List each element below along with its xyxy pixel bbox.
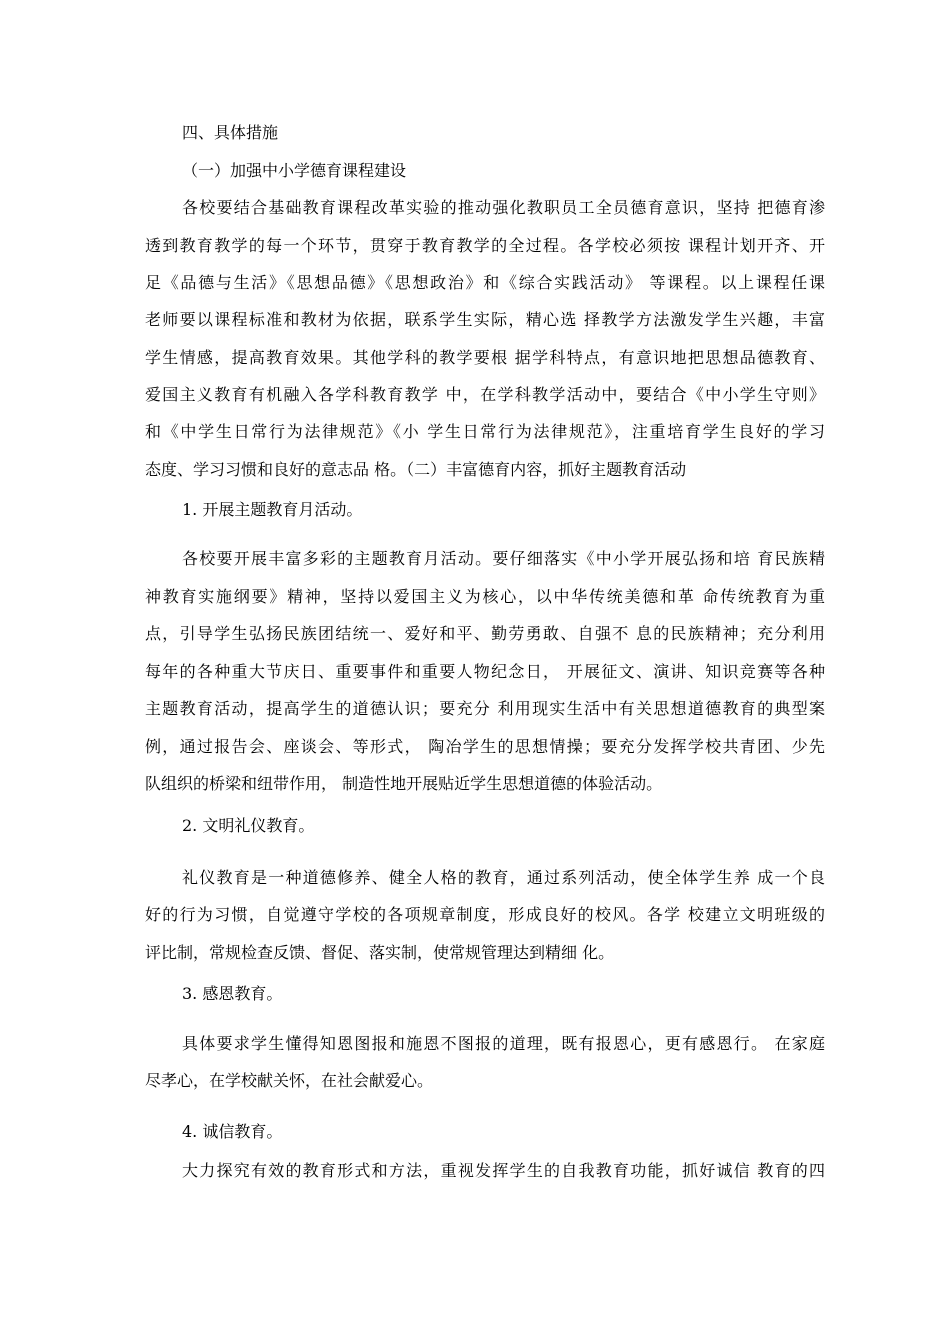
paragraph-4-line-2: 尽孝心，在学校献关怀，在社会献爱心。: [145, 1071, 434, 1090]
paragraph-2-line-2: 神教育实施纲要》精神，坚持以爱国主义为核心，以中华传统美德和革 命传统教育为重: [145, 587, 825, 606]
paragraph-4-line-1: 具体要求学生懂得知恩图报和施恩不图报的道理，既有报恩心，更有感恩行。 在家庭: [182, 1034, 825, 1053]
item-3-title: 3. 感恩教育。: [182, 984, 283, 1003]
paragraph-3-line-2: 好的行为习惯，自觉遵守学校的各项规章制度，形成良好的校风。各学 校建立文明班级的: [145, 905, 825, 924]
paragraph-2-line-1: 各校要开展丰富多彩的主题教育月活动。要仔细落实《中小学开展弘扬和培 育民族精: [182, 549, 825, 568]
item-2-title: 2. 文明礼仪教育。: [182, 816, 315, 835]
subsection-heading-1: （一）加强中小学德育课程建设: [182, 161, 407, 180]
item-4-title: 4. 诚信教育。: [182, 1122, 283, 1141]
paragraph-2-line-7: 队组织的桥梁和纽带作用， 制造性地开展贴近学生思想道德的体验活动。: [145, 774, 663, 793]
section-heading: 四、具体措施: [182, 123, 279, 142]
paragraph-5-line-1: 大力探究有效的教育形式和方法，重视发挥学生的自我教育功能，抓好诚信 教育的四: [182, 1161, 825, 1180]
paragraph-1-line-7: 和《中学生日常行为法律规范》《小 学生日常行为法律规范》，注重培育学生良好的学习: [145, 422, 825, 441]
paragraph-1-line-1: 各校要结合基础教育课程改革实验的推动强化教职员工全员德育意识，坚持 把德育渗: [182, 198, 825, 217]
paragraph-2-line-3: 点，引导学生弘扬民族团结统一、爱好和平、勤劳勇敢、自强不 息的民族精神；充分利用: [145, 624, 825, 643]
paragraph-1-line-5: 学生情感，提高教育效果。其他学科的教学要根 据学科特点，有意识地把思想品德教育、: [145, 348, 825, 367]
paragraph-1-line-6: 爱国主义教育有机融入各学科教育教学 中，在学科教学活动中，要结合《中小学生守则》: [145, 385, 825, 404]
paragraph-2-line-4: 每年的各种重大节庆日、重要事件和重要人物纪念日， 开展征文、演讲、知识竞赛等各种: [145, 662, 825, 681]
paragraph-3-line-3: 评比制，常规检查反馈、督促、落实制，使常规管理达到精细 化。: [145, 943, 615, 962]
paragraph-2-line-6: 例，通过报告会、座谈会、等形式， 陶冶学生的思想情操；要充分发挥学校共青团、少先: [145, 737, 825, 756]
paragraph-2-line-5: 主题教育活动，提高学生的道德认识；要充分 利用现实生活中有关思想道德教育的典型案: [145, 699, 825, 718]
paragraph-1-line-4: 老师要以课程标准和教材为依据，联系学生实际，精心选 择教学方法激发学生兴趣，丰富: [145, 310, 825, 329]
item-1-title: 1. 开展主题教育月活动。: [182, 500, 363, 519]
paragraph-1-line-8: 态度、学习习惯和良好的意志品 格。（二）丰富德育内容，抓好主题教育活动: [145, 460, 687, 479]
paragraph-1-line-3: 足《品德与生活》《思想品德》《思想政治》和《综合实践活动》 等课程。以上课程任课: [145, 273, 825, 292]
paragraph-1-line-2: 透到教育教学的每一个环节，贯穿于教育教学的全过程。各学校必须按 课程计划开齐、开: [145, 236, 825, 255]
paragraph-3-line-1: 礼仪教育是一种道德修养、健全人格的教育，通过系列活动，使全体学生养 成一个良: [182, 868, 825, 887]
